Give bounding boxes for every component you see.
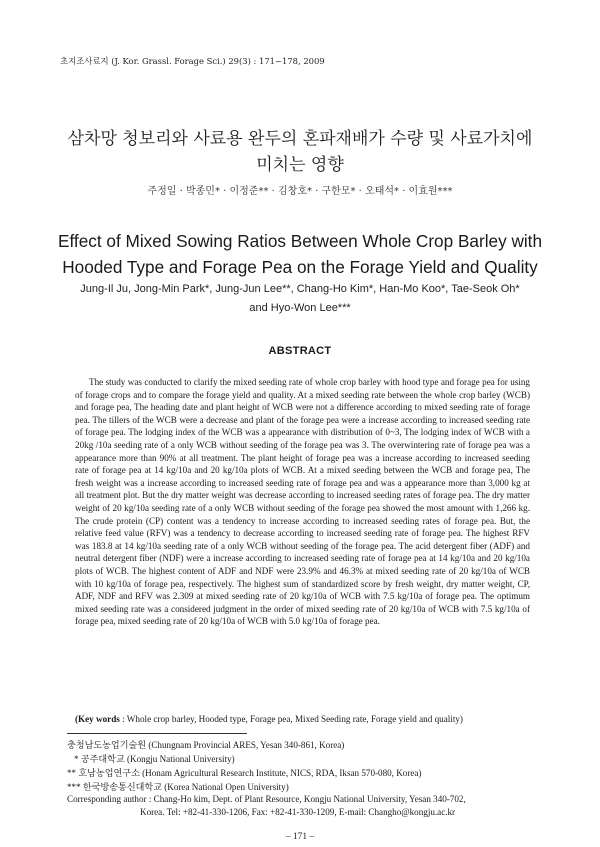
footnote-contact: Korea. Tel: +82-41-330-1206, Fax: +82-41-330-1209, E-mail: Changho@kongju.ac.kr xyxy=(140,807,456,817)
page-number: – 171 – xyxy=(285,832,315,842)
footnote-divider xyxy=(67,733,247,734)
abstract-body: The study was conducted to clarify the mixed seeding rate of whole crop barley with hood type and forage pea for using of forage crops and to compare the forage yield and quality. At a mixed seeding rate between the whole crop barley (WCB) and forage pea, The heading date and plant height of WCB were not a difference according to mixed seeding rate of forage pea. The tillers of the WCB were a decrease and plant of the forage pea were a increase according to increased seeding rate of forage pea. The lodging index of the WCB was a appearance with distribution of 0~3, The lodging index of WCB with a 20kg /10a seeding rate of a only WCB without seeding of the forage pea was 3. The overwintering rate of forage pea was a appearance more than 90% at all treatment. The plant height of forage pea was a increase according to increased seeding rate of forage pea at 14 kg/10a and 20 kg/10a plots of WCB. At a mixed seeding between the WCB and forage pea, The fresh weight was a increase according to increased seeding rate of forage pea and was a appearance more than 3,000 kg at all treatment plot. But the dry matter weight was decrease according to increased seeding rates of forage pea. The dry matter weight of 20 kg/10a seeding rate of a only WCB without seeding of the forage pea showed the most amount with 1,266 kg. The crude protein (CP) content was a tendency to increase according to increased seeding rates of forage pea. But, the relative feed value (RFV) was a tendency to decrease according to increased seeding rate of forage pea. The highest RFV was 183.8 at 14 kg/10a seeding rate of a only WCB without seeding of the forage pea. The acid detergent fiber (ADF) and neutral detergent fiber (NDF) were a increase according to increased seeding rate of forage pea at 14 kg/10a and 20 kg/10a plots of WCB. The highest content of ADF and NDF were 23.9% and 46.3% at mixed seeding rate of 20 kg/10a of WCB with 10 kg/10a of forage pea, respectively. The highest sum of standardized score by fresh weight, dry matter weight, CP, ADF, NDF and RFV was 2.309 at mixed seeding rate of 20 kg/10a of WCB with 7.5 kg/10a of forage pea. The optimum mixed seeding rate was a considered judgment in the order of mixed seeding rate of 20 kg/10a of WCB with 7.5 kg/10a of forage pea, mixed seeding rate of 20 kg/10a of WCB with 5.0 kg/10a of forage pea. xyxy=(75,377,530,627)
keywords xyxy=(75,714,535,724)
korean-authors: 주정일 · 박종민* · 이정준** · 김창호* · 구한모* · 오태석* · 이효원*** xyxy=(147,186,453,197)
footnote-affiliation-4: *** 한국방송통신대학교 (Korea National Open University) xyxy=(67,782,289,792)
footnote-affiliation-1: 충청남도농업기술원 (Chungnam Provincial ARES, Yesan 340-861, Korea) xyxy=(67,740,345,750)
keywords-label: (Key words xyxy=(75,714,120,724)
korean-title-line-2: 미치는 영향 xyxy=(256,155,344,175)
english-title-line-1: Effect of Mixed Sowing Ratios Between Whole Crop Barley with xyxy=(57,231,543,251)
english-title-line-2: Hooded Type and Forage Pea on the Forage Yield and Quality xyxy=(62,257,538,277)
footnote-corresponding-author: Corresponding author : Chang-Ho kim, Dept. of Plant Resource, Kongju National University, Yesan 340-702, xyxy=(67,794,466,804)
korean-title-line-1: 삼차망 청보리와 사료용 완두의 혼파재배가 수량 및 사료가치에 xyxy=(67,129,533,149)
english-authors-line-1: Jung-Il Ju, Jong-Min Park*, Jung-Jun Lee**, Chang-Ho Kim*, Han-Mo Koo*, Tae-Seok Oh* xyxy=(80,283,520,295)
keywords-text: : Whole crop barley, Hooded type, Forage pea, Mixed Seeding rate, Forage yield and quality) xyxy=(119,714,463,724)
english-authors-line-2: and Hyo-Won Lee*** xyxy=(249,302,351,314)
footnote-affiliation-3: ** 호남농업연구소 (Honam Agricultural Research Institute, NICS, RDA, Iksan 570-080, Korea) xyxy=(67,768,422,778)
footnote-affiliation-2: * 공주대학교 (Kongju National University) xyxy=(74,754,235,764)
abstract-heading: ABSTRACT xyxy=(268,345,332,357)
journal-citation: 초지조사료지 (J. Kor. Grassl. Forage Sci.) 29(3) : 171~178, 2009 xyxy=(60,56,325,66)
